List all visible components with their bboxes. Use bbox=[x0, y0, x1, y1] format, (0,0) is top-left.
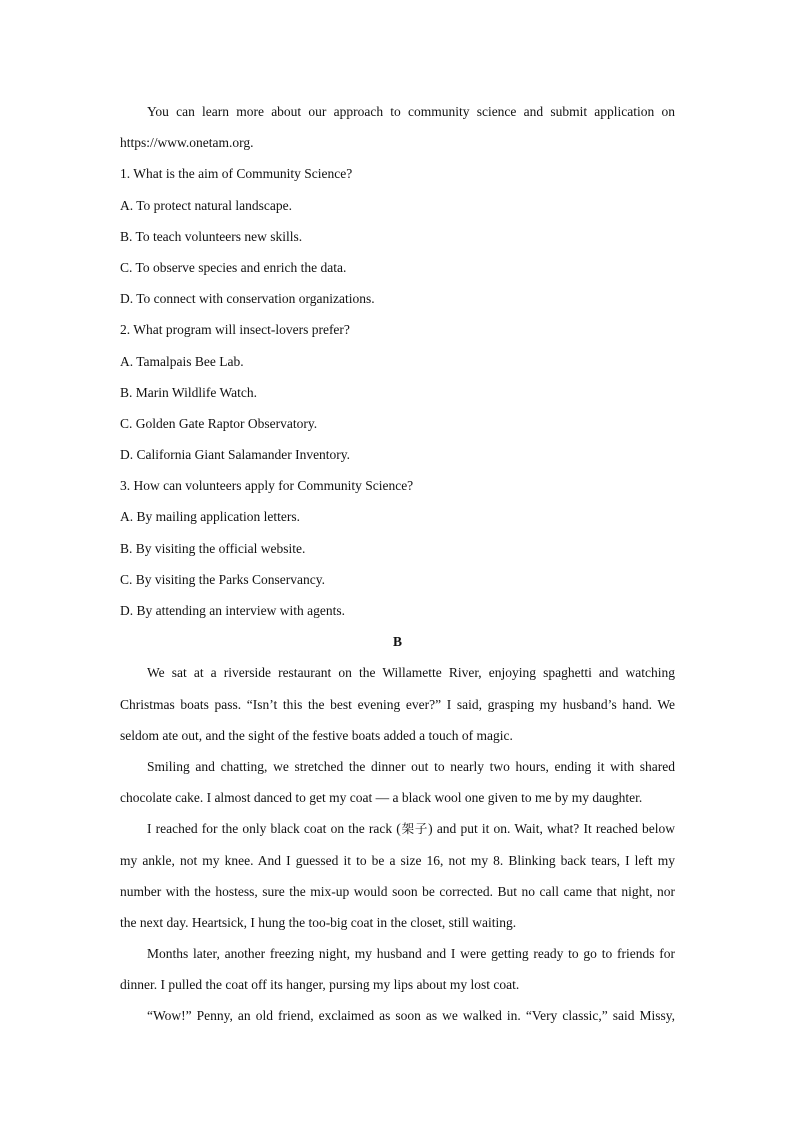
option-c: C. Golden Gate Raptor Observatory. bbox=[120, 415, 318, 431]
text-segment: ) and put it on. Wait, what? It reached below bbox=[428, 821, 675, 837]
text-segment: I reached for the only black coat on the rack ( bbox=[147, 821, 401, 837]
option-d: D. To connect with conservation organizations. bbox=[120, 291, 375, 307]
option-d: D. By attending an interview with agents. bbox=[120, 603, 345, 618]
intro-line-url: https://www.onetam.org. bbox=[120, 135, 254, 151]
paragraph-line: the next day. Heartsick, I hung the too-big coat in the closet, still waiting. bbox=[120, 914, 517, 930]
option-c: C. To observe species and enrich the data. bbox=[120, 259, 347, 275]
paragraph-line: seldom ate out, and the sight of the festive boats added a touch of magic. bbox=[120, 727, 513, 743]
option-b: B. To teach volunteers new skills. bbox=[120, 228, 303, 244]
cjk-gloss: 架子 bbox=[400, 821, 429, 837]
paragraph-line: number with the hostess, sure the mix-up would soon be corrected. But no call came that night, nor bbox=[120, 883, 675, 899]
paragraph-line: Months later, another freezing night, my husband and I were getting ready to go to friends for bbox=[147, 946, 675, 962]
question-stem: 1. What is the aim of Community Science? bbox=[120, 166, 353, 182]
paragraph-4 bbox=[120, 938, 675, 1000]
paragraph-1 bbox=[120, 657, 675, 751]
paragraph-3 bbox=[120, 813, 675, 938]
option-a: A. To protect natural landscape. bbox=[120, 197, 292, 213]
paragraph-5 bbox=[120, 1000, 675, 1031]
paragraph-line: dinner. I pulled the coat off its hanger, pursing my lips about my lost coat. bbox=[120, 977, 520, 993]
option-c: C. By visiting the Parks Conservancy. bbox=[120, 571, 325, 587]
paragraph-2 bbox=[120, 751, 675, 813]
option-a: A. Tamalpais Bee Lab. bbox=[120, 353, 244, 369]
section-heading: B bbox=[392, 634, 402, 650]
option-d: D. California Giant Salamander Inventory. bbox=[120, 447, 351, 463]
paragraph-line bbox=[120, 813, 675, 844]
intro-line: You can learn more about our approach to community science and submit application on bbox=[147, 104, 675, 119]
passage-a-intro bbox=[120, 96, 675, 158]
question-stem: 3. How can volunteers apply for Community Science? bbox=[120, 478, 414, 494]
paragraph-line: chocolate cake. I almost danced to get my coat — a black wool one given to me by my daughter. bbox=[120, 790, 643, 806]
question-2 bbox=[120, 314, 675, 470]
paragraph-line: “Wow!” Penny, an old friend, exclaimed as soon as we walked in. “Very classic,” said Missy, bbox=[147, 1008, 675, 1024]
document-page bbox=[120, 96, 675, 1032]
option-b: B. Marin Wildlife Watch. bbox=[120, 384, 257, 400]
paragraph-line: We sat at a riverside restaurant on the Willamette River, enjoying spaghetti and watching bbox=[147, 665, 675, 681]
question-stem: 2. What program will insect-lovers prefer? bbox=[120, 322, 350, 338]
paragraph-line: Christmas boats pass. “Isn’t this the best evening ever?” I said, grasping my husband’s hand. We bbox=[120, 696, 675, 712]
question-3 bbox=[120, 470, 675, 626]
paragraph-line: Smiling and chatting, we stretched the dinner out to nearly two hours, ending it with shared bbox=[147, 758, 675, 774]
option-a: A. By mailing application letters. bbox=[120, 509, 300, 525]
option-b: B. By visiting the official website. bbox=[120, 540, 306, 556]
question-1 bbox=[120, 158, 675, 314]
paragraph-line: my ankle, not my knee. And I guessed it to be a size 16, not my 8. Blinking back tears, I left my bbox=[120, 852, 675, 868]
